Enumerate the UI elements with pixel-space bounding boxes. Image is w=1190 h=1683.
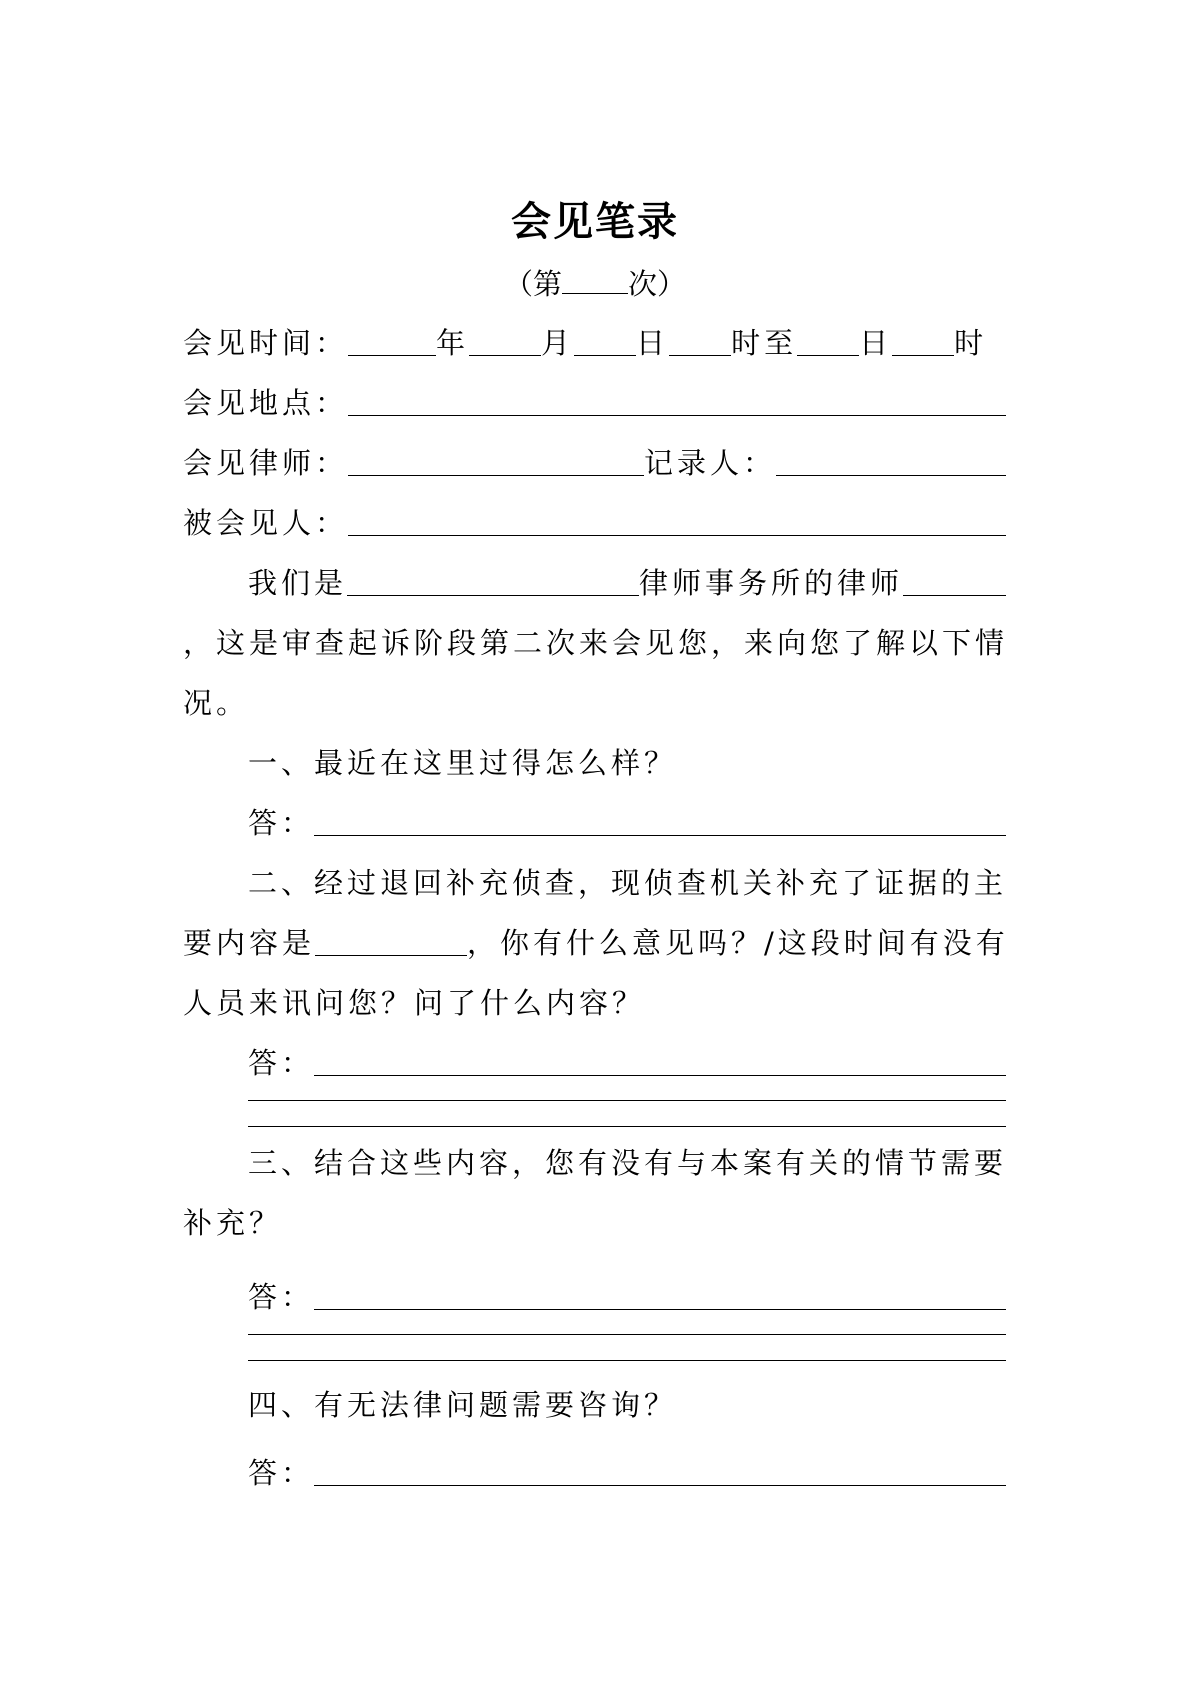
end-day-blank[interactable] [797, 325, 859, 356]
month-label: 月 [541, 326, 575, 360]
intro-line-1 [248, 562, 1006, 602]
answer-2-blank[interactable] [314, 1045, 1006, 1076]
answer-2-extra-line-1[interactable] [248, 1100, 1006, 1101]
hour-blank[interactable] [669, 325, 731, 356]
recorder-label: 记录人： [644, 446, 777, 480]
question-1-text: 一、最近在这里过得怎么样？ [248, 746, 678, 780]
meeting-time-row [183, 322, 1006, 362]
meeting-place-blank[interactable] [348, 385, 1006, 416]
interviewee-label: 被会见人： [183, 506, 349, 540]
question-2-line-3 [183, 982, 1006, 1022]
interviewee-blank[interactable] [348, 505, 1006, 536]
end-hour-blank[interactable] [892, 325, 954, 356]
law-firm-blank[interactable] [347, 565, 639, 596]
question-3-line-2 [183, 1202, 1006, 1242]
intro-line-2 [183, 622, 1009, 662]
question-2-line2b-text: ，你有什么意见吗？/这段时间有没有 [467, 926, 1009, 960]
answer-4-label: 答： [248, 1456, 315, 1490]
meeting-place-row [183, 382, 1006, 422]
question-2-line3-text: 人员来讯问您？问了什么内容？ [183, 986, 646, 1020]
question-3-line2-text: 补充？ [183, 1206, 283, 1240]
session-prefix: （第 [503, 267, 562, 301]
answer-3-blank[interactable] [314, 1279, 1006, 1310]
answer-1-row [248, 802, 1006, 842]
answer-1-label: 答： [248, 806, 315, 840]
intro-part1: 我们是 [248, 566, 348, 600]
question-4-text: 四、有无法律问题需要咨询？ [248, 1388, 678, 1422]
year-label: 年 [436, 326, 470, 360]
evidence-content-blank[interactable] [315, 925, 467, 956]
lawyer-row [183, 442, 1006, 482]
month-blank[interactable] [469, 325, 541, 356]
lawyer-name-blank[interactable] [903, 565, 1006, 596]
session-suffix: 次） [628, 267, 687, 301]
recorder-blank[interactable] [776, 445, 1006, 476]
question-2-line2a-text: 要内容是 [183, 926, 316, 960]
answer-1-blank[interactable] [314, 805, 1006, 836]
meeting-place-label: 会见地点： [183, 386, 349, 420]
session-number-blank[interactable] [562, 265, 628, 294]
question-3-line-1 [248, 1142, 1006, 1182]
question-2-line-1 [248, 862, 1006, 902]
meeting-time-label: 会见时间： [183, 326, 349, 360]
answer-4-blank[interactable] [314, 1455, 1006, 1486]
intro-line-3 [183, 682, 1006, 722]
question-2-line-2 [183, 922, 1009, 962]
hour-to-label: 时至 [731, 326, 798, 360]
answer-3-extra-line-1[interactable] [248, 1334, 1006, 1335]
year-blank[interactable] [348, 325, 436, 356]
end-day-label: 日 [859, 326, 893, 360]
lawyer-blank[interactable] [348, 445, 644, 476]
end-hour-label: 时 [954, 326, 988, 360]
answer-2-label: 答： [248, 1046, 315, 1080]
intro-part2: 律师事务所的律师 [639, 566, 904, 600]
answer-3-label: 答： [248, 1280, 315, 1314]
interviewee-row [183, 502, 1006, 542]
intro-line3-text: 况。 [183, 686, 250, 720]
answer-2-row [248, 1042, 1006, 1082]
question-1 [248, 742, 1006, 782]
answer-3-row [248, 1276, 1006, 1316]
day-label: 日 [636, 326, 670, 360]
question-3-line1-text: 三、结合这些内容，您有没有与本案有关的情节需要 [248, 1146, 1008, 1180]
day-blank[interactable] [574, 325, 636, 356]
intro-line2-text: ，这是审查起诉阶段第二次来会见您，来向您了解以下情 [183, 626, 1009, 660]
answer-2-extra-line-2[interactable] [248, 1126, 1006, 1127]
answer-3-extra-line-2[interactable] [248, 1360, 1006, 1361]
answer-4-row [248, 1452, 1006, 1492]
document-title: 会见笔录 [511, 199, 679, 245]
lawyer-label: 会见律师： [183, 446, 349, 480]
question-2-line1-text: 二、经过退回补充侦查，现侦查机关补充了证据的主 [248, 866, 1008, 900]
session-number [0, 262, 1190, 303]
question-4 [248, 1384, 1006, 1424]
